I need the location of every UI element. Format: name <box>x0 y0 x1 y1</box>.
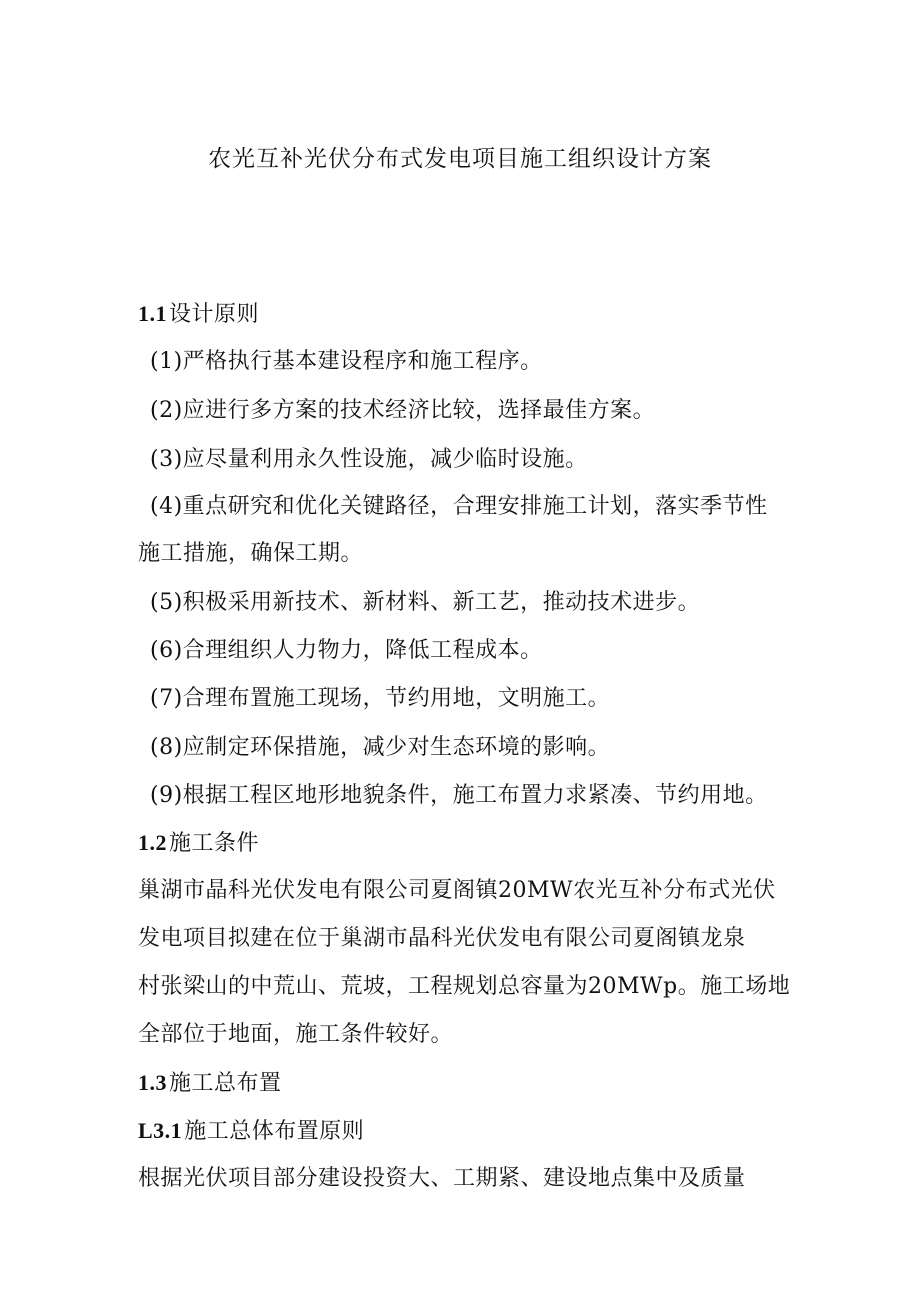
layout-paragraph-line: 根据光伏项目部分建设投资大、工期紧、建设地点集中及质量 <box>138 1166 746 1191</box>
principle-item: (3)应尽量利用永久性设施，减少临时设施。 <box>150 447 588 472</box>
section-heading-1-3-1 <box>138 1114 364 1149</box>
section-heading-1-3 <box>138 1066 282 1101</box>
principle-item: (8)应制定环保措施，减少对生态环境的影响。 <box>150 735 611 760</box>
section-label: 施工总体布置原则 <box>184 1119 365 1144</box>
principle-item: (7)合理布置施工现场，节约用地，文明施工。 <box>150 686 611 711</box>
conditions-line: 村张梁山的中荒山、荒坡，工程规划总容量为20MWp。施工场地 <box>138 974 791 999</box>
section-label: 施工总布置 <box>169 1071 282 1096</box>
principle-item: (2)应进行多方案的技术经济比较，选择最佳方案。 <box>150 398 656 423</box>
principle-item: (5)积极采用新技术、新材料、新工艺，推动技术进步。 <box>150 590 701 615</box>
principle-item-continued: 施工措施，确保工期。 <box>138 541 364 566</box>
principle-item: (1)严格执行基本建设程序和施工程序。 <box>150 349 543 374</box>
principle-item: (4)重点研究和优化关键路径，合理安排施工计划，落实季节性 <box>150 494 768 519</box>
section-label: 施工条件 <box>169 831 260 856</box>
section-number: 1.1 <box>138 301 167 326</box>
conditions-line: 巢湖市晶科光伏发电有限公司夏阁镇20MW农光互补分布式光伏 <box>138 878 776 903</box>
section-heading-1-2 <box>138 826 259 861</box>
section-label: 设计原则 <box>169 302 260 327</box>
principle-item: (9)根据工程区地形地貌条件，施工布置力求紧凑、节约用地。 <box>150 783 768 808</box>
section-number: 1.2 <box>138 830 167 855</box>
conditions-line: 全部位于地面，施工条件较好。 <box>138 1022 454 1047</box>
conditions-line: 发电项目拟建在位于巢湖市晶科光伏发电有限公司夏阁镇龙泉 <box>138 926 746 951</box>
section-number: 1.3 <box>138 1070 167 1095</box>
principle-item: (6)合理组织人力物力，降低工程成本。 <box>150 638 543 663</box>
document-title: 农光互补光伏分布式发电项目施工组织设计方案 <box>208 146 712 172</box>
section-number: L3.1 <box>138 1118 183 1143</box>
section-heading-1-1 <box>138 297 259 332</box>
